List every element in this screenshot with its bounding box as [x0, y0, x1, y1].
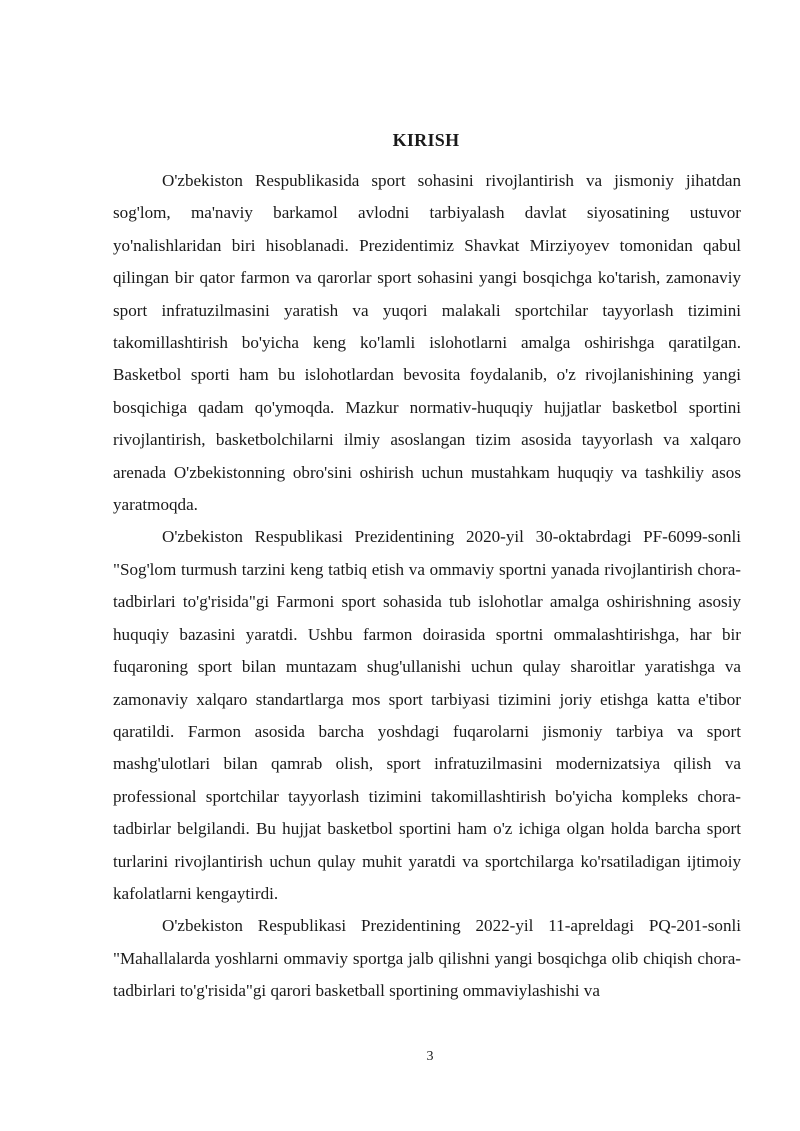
page-number: 3 — [426, 1049, 434, 1064]
paragraph: O'zbekiston Respublikasi Prezidentining 2020-yil 30-oktabrdagi PF-6099-sonli "Sog'lom turmush tarzini keng tatbiq etish va ommaviy sportni yanada rivojlantirish chora-tadbirlari to'g'risida"gi Farmoni sport sohasida tub islohotlar amalga oshirishning asosiy huquqiy bazasini yaratdi. Ushbu farmon doirasida sportni ommalashtirishga, har bir fuqaroning sport bilan muntazam shug'ullanishi uchun qulay sharoitlar yaratishga va zamonaviy xalqaro standartlarga mos sport tarbiyasi tizimini joriy etishga katta e'tibor qaratildi. Farmon asosida barcha yoshdagi fuqarolarni jismoniy tarbiya va sport mashg'ulotlari bilan qamrab olish, sport infratuzilmasini modernizatsiya qilish va professional sportchilar tayyorlash tizimini takomillashtirish bo'yicha kompleks chora-tadbirlar belgilandi. Bu hujjat basketbol sportini ham o'z ichiga olgan holda barcha sport turlarini rivojlantirish uchun qulay muhit yaratdi va sportchilarga ko'rsatiladigan ijtimoiy kafolatlarni kengaytirdi. — [113, 527, 741, 903]
paragraph: O'zbekiston Respublikasida sport sohasini rivojlantirish va jismoniy jihatdan sog'lom, ma'naviy barkamol avlodni tarbiyalash davlat siyosatining ustuvor yo'nalishlaridan biri hisoblanadi. Prezidentimiz Shavkat Mirziyoyev tomonidan qabul qilingan bir qator farmon va qarorlar sport sohasini yangi bosqichga ko'tarish, zamonaviy sport infratuzilmasini yaratish va yuqori malakali sportchilar tayyorlash tizimini takomillashtirish bo'yicha keng ko'lamli islohotlarni amalga oshirishga qaratilgan. Basketbol sporti ham bu islohotlardan bevosita foydalanib, o'z rivojlanishining yangi bosqichiga qadam qo'ymoqda. Mazkur normativ-huquqiy hujjatlar basketbol sportini rivojlantirish, basketbolchilarni ilmiy asoslangan tizim asosida tayyorlash va xalqaro arenada O'zbekistonning obro'sini oshirish uchun mustahkam huquqiy va tashkiliy asos yaratmoqda. — [113, 171, 741, 515]
body-text — [113, 165, 741, 1008]
section-heading: KIRISH — [392, 130, 460, 150]
paragraph: O'zbekiston Respublikasi Prezidentining 2022-yil 11-apreldagi PQ-201-sonli "Mahallalarda yoshlarni ommaviy sportga jalb qilishni yangi bosqichga olib chiqish chora-tadbirlari to'g'risida"gi qarori basketball sportining ommaviylashishi va — [113, 916, 741, 1001]
